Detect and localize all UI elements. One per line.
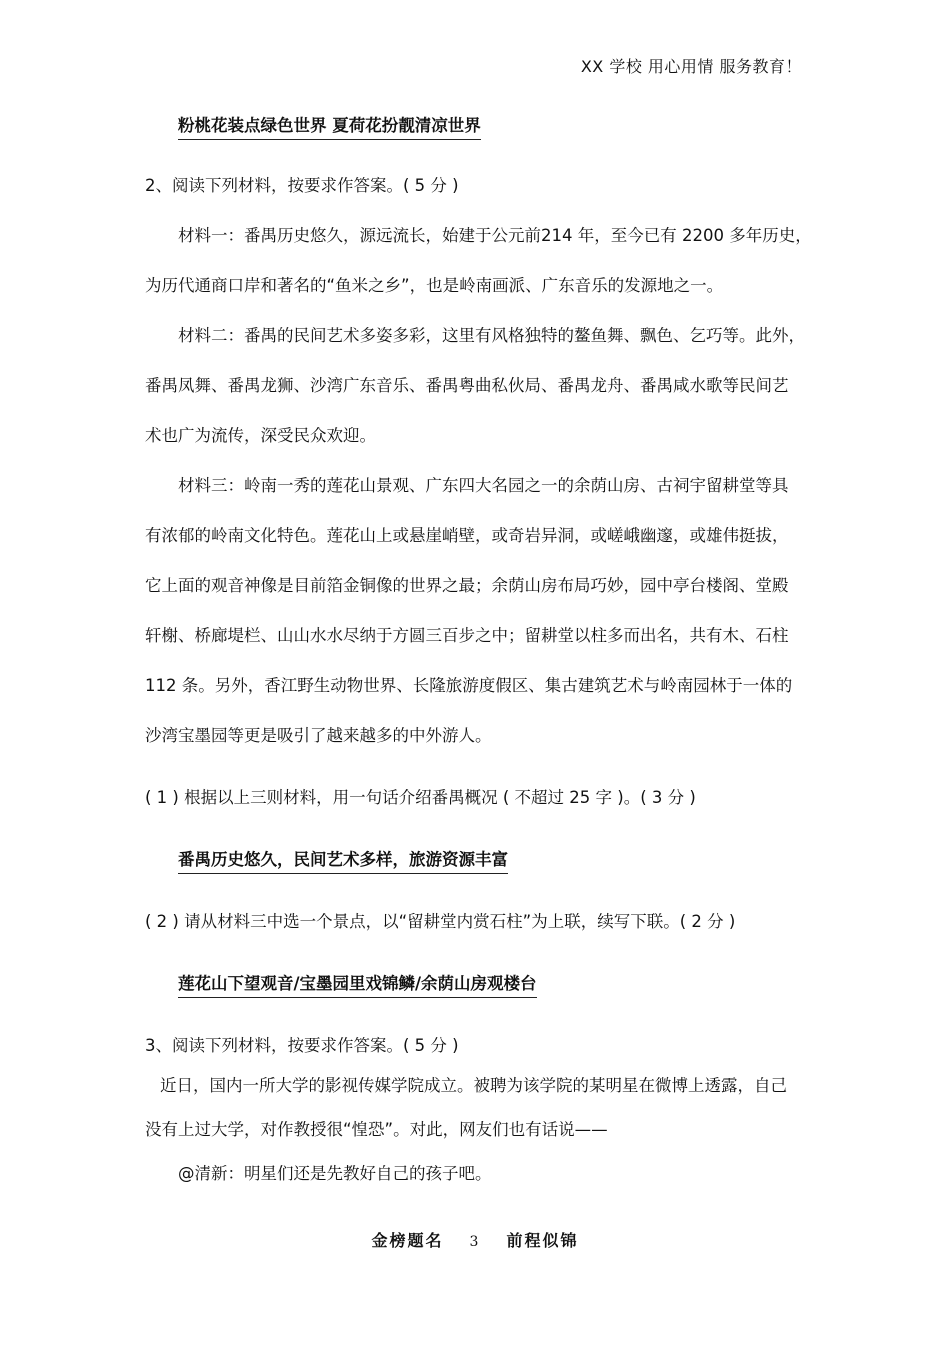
material-3-line-5: 112 条。另外，香江野生动物世界、长隆旅游度假区、集古建筑艺术与岭南园林于一体的 [145,676,793,695]
answer-1: 番禺历史悠久，民间艺术多样，旅游资源丰富 [178,848,508,874]
question-3-title: 3、阅读下列材料，按要求作答案。( 5 分 ) [145,1036,459,1055]
page-footer [0,1228,950,1251]
material-1-line-2: 为历代通商口岸和著名的“鱼米之乡”，也是岭南画派、广东音乐的发源地之一。 [145,276,724,295]
material-2-line-1: 材料二：番禺的民间艺术多姿多彩，这里有风格独特的鳌鱼舞、飘色、乞巧等。此外， [178,326,805,345]
material-1-line-1: 材料一：番禺历史悠久，源远流长，始建于公元前214 年，至今已有 2200 多年历史， [178,226,812,245]
footer-right-text: 前程似锦 [506,1231,579,1250]
answer-2: 莲花山下望观音/宝墨园里戏锦鳞/余荫山房观楼台 [178,972,537,998]
question-3-paragraph-line-2: 没有上过大学，对作教授很“惶恐”。对此，网友们也有话说—— [145,1120,608,1139]
sub-question-1: ( 1 ) 根据以上三则材料，用一句话介绍番禺概况 ( 不超过 25 字 )。( 3 分 ) [145,788,696,807]
material-3-line-1: 材料三：岭南一秀的莲花山景观、广东四大名园之一的余荫山房、古祠宇留耕堂等具 [178,476,789,495]
previous-answer: 粉桃花装点绿色世界 夏荷花扮靓清凉世界 [178,114,481,140]
page-number: 3 [469,1234,481,1250]
material-3-line-3: 它上面的观音神像是目前箔金铜像的世界之最；余荫山房布局巧妙，园中亭台楼阁、堂殿 [145,576,789,595]
footer-left-text: 金榜题名 [371,1231,444,1250]
netizen-comment: @清新：明星们还是先教好自己的孩子吧。 [178,1164,492,1183]
question-3-paragraph-line-1: 近日，国内一所大学的影视传媒学院成立。被聘为该学院的某明星在微博上透露，自己 [160,1076,787,1095]
material-3-line-6: 沙湾宝墨园等更是吸引了越来越多的中外游人。 [145,726,492,745]
material-2-line-3: 术也广为流传，深受民众欢迎。 [145,426,376,445]
material-3-line-4: 轩榭、桥廊堤栏、山山水水尽纳于方圆三百步之中；留耕堂以柱多而出名，共有木、石柱 [145,626,789,645]
material-2-line-2: 番禺凤舞、番禺龙狮、沙湾广东音乐、番禺粤曲私伙局、番禺龙舟、番禺咸水歌等民间艺 [145,376,789,395]
question-2-title: 2、阅读下列材料，按要求作答案。( 5 分 ) [145,176,459,195]
material-3-line-2: 有浓郁的岭南文化特色。莲花山上或悬崖峭壁，或奇岩异洞，或嵯峨幽邃，或雄伟挺拔， [145,526,789,545]
sub-question-2: ( 2 ) 请从材料三中选一个景点，以“留耕堂内赏石柱”为上联，续写下联。( 2 分 ) [145,912,736,931]
header-motto: XX 学校 用心用情 服务教育！ [580,57,802,76]
